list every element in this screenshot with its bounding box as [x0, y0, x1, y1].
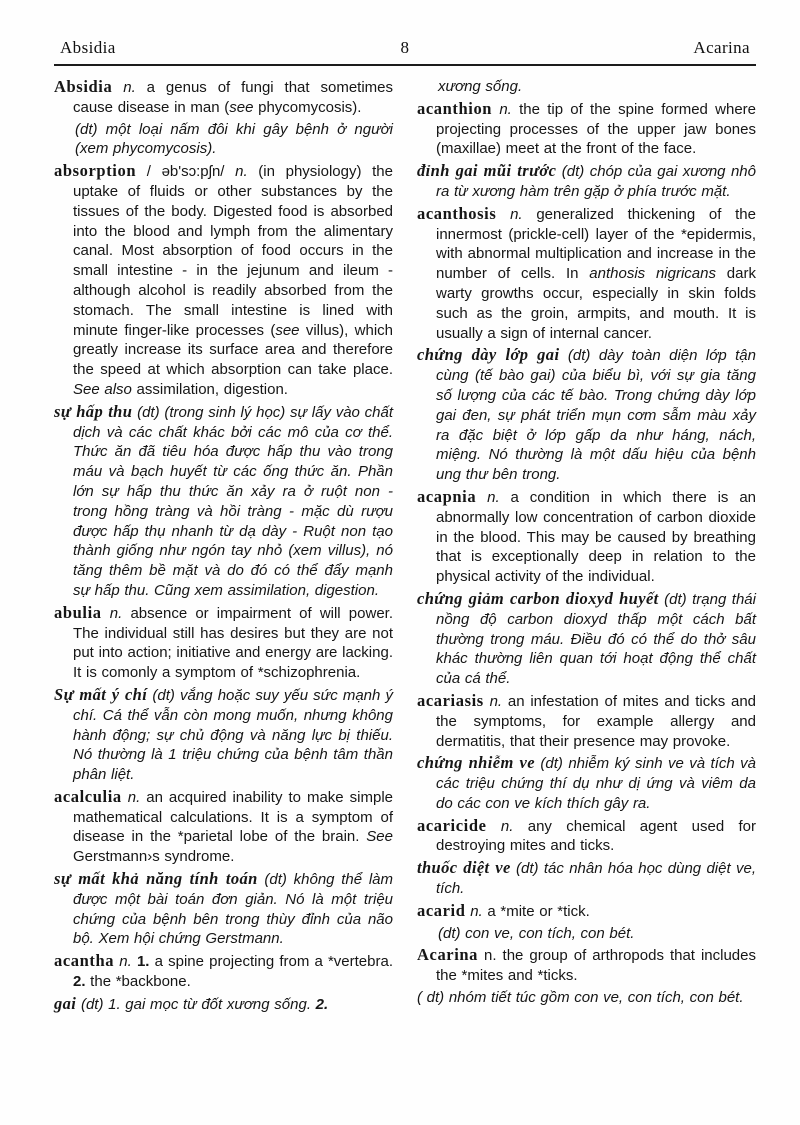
entry-text: n. the group of arthropods that includes the *mites and *ticks.	[436, 947, 756, 985]
headword-en: Absidia	[54, 77, 113, 96]
headword-vi: chứng dày lớp gai	[417, 345, 560, 365]
dictionary-entry	[417, 753, 756, 813]
dictionary-entry	[54, 951, 393, 992]
headword-en: acanthion	[417, 98, 493, 118]
entry-text: (dt) nhiễm ký sinh ve và tích và các triệu chứng thí dụ như dị ứng và viêm da do các con ve kích thích gây ra.	[436, 755, 757, 812]
dictionary-entry	[54, 77, 393, 118]
entry-text: (dt) dày toàn diện lớp tận cùng (tế bào gai) của biểu bì, với sự gia tăng số lượng của các tế bào. Trong chứng dày lớp gai đen, sự phát triển mụn cơm sẫm màu xảy ra đặc biệt ở lớp gấp da như háng, nách, miệng. Nó thường là một dấu hiệu của bệnh ung thư bên trong.	[436, 347, 756, 484]
entry-text: anthosis nigricans	[589, 265, 716, 283]
dictionary-entry	[417, 924, 756, 944]
entry-text: the *backbone.	[85, 973, 191, 991]
entry-text: villus), which greatly increase its surface area and therefore the speed at which absorption can take place.	[73, 321, 393, 379]
entry-text: (dt) (trong sinh lý học) sự lấy vào chất dịch và các chất khác bởi các mô của cơ thể. Thức ăn đã tiêu hóa được hấp thu vào trong máu và bạch huyết từ các ống thức ăn. Phần lớn sự hấp thu thức ăn xảy ra ở ruột non - trong hồng tràng và hồi tràng - mặc dù rượu được hấp thụ nhanh từ dạ dày - Ruột non tạo thành giống như ngón tay nhỏ (xem villus), nó tăng thêm bề mặt và do đó có thể đẩy mạnh sự hấp thu. Cũng xem assimilation, digestion.	[73, 403, 393, 599]
headword-vi: Sự mất ý chí	[54, 684, 148, 704]
dictionary-entry	[54, 787, 393, 867]
entry-text: n.	[500, 817, 514, 835]
right-column	[417, 75, 756, 1015]
guide-word-left: Absidia	[60, 38, 116, 57]
entry-text: 2.	[73, 973, 86, 991]
dictionary-entry	[417, 589, 756, 689]
entry-text: (dt) trạng thái nồng độ carbon dioxyd thấp một cách bất thường trong máu. Điều đó có thể do thở sâu khác thường liên quan tới hoạt động thể chất của cá thể.	[436, 590, 756, 688]
left-column	[54, 75, 393, 1015]
headword-vi: gai	[54, 993, 77, 1013]
entry-text: (dt) con ve, con tích, con bét.	[438, 924, 635, 942]
dictionary-entry	[54, 994, 393, 1015]
entry-text: generalized thickening of the innermost (prickle-cell) layer of the *epidermis, with abnormal multiplication and increase in the number of cells. In	[436, 205, 756, 283]
entry-text: 2.	[315, 995, 329, 1013]
headword-en: acanthosis	[417, 203, 497, 223]
entry-text: any chemical agent used for destroying mites and ticks.	[436, 817, 757, 855]
entry-text: a condition in which there is an abnormally low concentration of carbon dioxide in the blood. This may be caused by breathing that is exceptionally deep in relation to the physical activity of the individual.	[436, 488, 757, 586]
dictionary-entry	[417, 816, 756, 857]
entry-text: n.	[510, 205, 523, 223]
headword-en: acaricide	[417, 815, 487, 835]
headword-vi: chứng nhiễm ve	[417, 753, 535, 773]
entry-text: an acquired inability to make simple mathematical calculations. It is a symptom of disease in the *parietal lobe of the brain.	[73, 788, 393, 846]
headword-en: acarid	[417, 900, 466, 920]
headword-vi: đỉnh gai mũi trước	[417, 161, 557, 181]
entry-text: (in physiology) the uptake of fluids or other substances by the tissues of the body. Digested food is absorbed into the blood and lymph from the alimentary canal. Most absorption of food occurs in the small intestine - in the jejunum and ileum - although alcohol is readily absorbed from the stomach. The small intestine is lined with minute finger-like processes (	[73, 163, 393, 339]
dictionary-entry	[417, 77, 756, 97]
entry-text: n.	[127, 788, 141, 806]
headword-en: absorption	[54, 161, 137, 181]
dictionary-entry	[417, 487, 756, 587]
headword-vi: sự mất khả năng tính toán	[54, 869, 258, 889]
entry-text: Gerstmann›s syndrome.	[73, 848, 235, 866]
entry-text: see	[275, 321, 300, 339]
entry-text: absence or impairment of will power. The individual still has desires but they are not put into action; initiative and energy are lacking. It is comonly a symptom of *schizophrenia.	[73, 604, 393, 682]
entry-text: (dt) tác nhân hóa học dùng diệt ve, tích.	[436, 860, 756, 898]
headword-en: acantha	[54, 951, 115, 971]
entry-text: a genus of fungi that sometimes cause disease in man (	[73, 79, 393, 116]
entry-text: (dt) 1. gai mọc từ đốt xương sống.	[76, 995, 316, 1013]
entry-text: n.	[109, 604, 123, 622]
dictionary-entry	[417, 901, 756, 922]
entry-text: (dt) vắng hoặc suy yếu sức mạnh ý chí. Cá thể vẫn còn mong muốn, nhưng không hành động; sự chủ động và năng lực bị thiếu. Nó thường là 1 triệu chứng của bệnh tâm thần phân liệt.	[73, 686, 393, 784]
entry-text: xương sống.	[438, 78, 523, 95]
text-columns	[54, 75, 756, 1015]
dictionary-entry	[417, 161, 756, 202]
dictionary-entry	[54, 869, 393, 949]
entry-text: n.	[499, 100, 512, 118]
dictionary-entry	[54, 120, 393, 160]
entry-text: a *mite or *tick.	[482, 902, 590, 920]
entry-text: / əb'sɔ:pʃn/	[136, 163, 236, 181]
entry-text: See	[366, 828, 393, 846]
dictionary-entry	[417, 945, 756, 986]
entry-text: assimilation, digestion.	[131, 380, 288, 398]
dictionary-entry	[54, 402, 393, 601]
entry-text	[112, 79, 123, 96]
page-number: 8	[400, 38, 410, 57]
entry-text: See also	[73, 380, 132, 398]
dictionary-entry	[417, 99, 756, 159]
dictionary-entry	[54, 685, 393, 785]
entry-text: see	[229, 98, 254, 116]
entry-text	[102, 605, 110, 622]
entry-text: n.	[119, 953, 132, 971]
headword-en: acariasis	[417, 690, 484, 710]
headword-en: Acarina	[417, 945, 479, 965]
entry-text: dark warty growths occur, especially in skin folds such as the groin, armpits, and mouth. It is usually a sign of internal cancer.	[436, 265, 756, 342]
entry-text: 1.	[136, 953, 150, 971]
dictionary-entry	[417, 204, 756, 344]
headword-en: acalculia	[54, 786, 122, 806]
entry-text: (dt) chóp của gai xương nhô ra từ xương hàm trên gặp ở phía trước mặt.	[436, 163, 756, 200]
entry-text: phycomycosis).	[253, 98, 362, 116]
dictionary-entry	[417, 691, 756, 751]
headword-vi: sự hấp thu	[54, 401, 133, 421]
dictionary-entry	[54, 161, 393, 400]
entry-text: n.	[487, 488, 500, 506]
entry-text: n.	[235, 163, 248, 181]
entry-text: n.	[123, 79, 136, 96]
guide-word-right: Acarina	[693, 38, 750, 57]
entry-text: (dt) một loại nấm đôi khi gây bệnh ở người (xem phycomycosis).	[75, 120, 393, 158]
dictionary-entry	[417, 858, 756, 899]
entry-text: n.	[470, 902, 483, 920]
entry-text	[476, 489, 487, 506]
dictionary-entry	[417, 988, 756, 1008]
headword-vi: chứng giảm carbon dioxyd huyết	[417, 588, 659, 608]
running-head	[54, 38, 756, 66]
headword-en: abulia	[54, 602, 102, 622]
headword-en: acapnia	[417, 486, 477, 506]
entry-text	[496, 206, 510, 223]
entry-text: a spine projecting from a *vertebra.	[149, 953, 393, 971]
headword-vi: thuốc diệt ve	[417, 858, 511, 878]
entry-text: an infestation of mites and ticks and the symptoms, for example allergy and dermatitis, that their presence may provoke.	[436, 692, 756, 750]
dictionary-entry	[417, 345, 756, 485]
entry-text: ( dt) nhóm tiết túc gồm con ve, con tích, con bét.	[417, 989, 744, 1007]
entry-text: (dt) không thể làm được một bài toán đơn giản. Nó là một triệu chứng của bệnh bên trong thùy đỉnh của não bộ. Xem hội chứng Gerstmann.	[73, 871, 393, 948]
dictionary-entry	[54, 603, 393, 683]
entry-text: n.	[489, 692, 503, 710]
entry-text: the tip of the spine formed where projecting processes of the upper jaw bones (maxillae) meet at the front of the face.	[436, 100, 756, 158]
entry-text	[487, 818, 501, 835]
